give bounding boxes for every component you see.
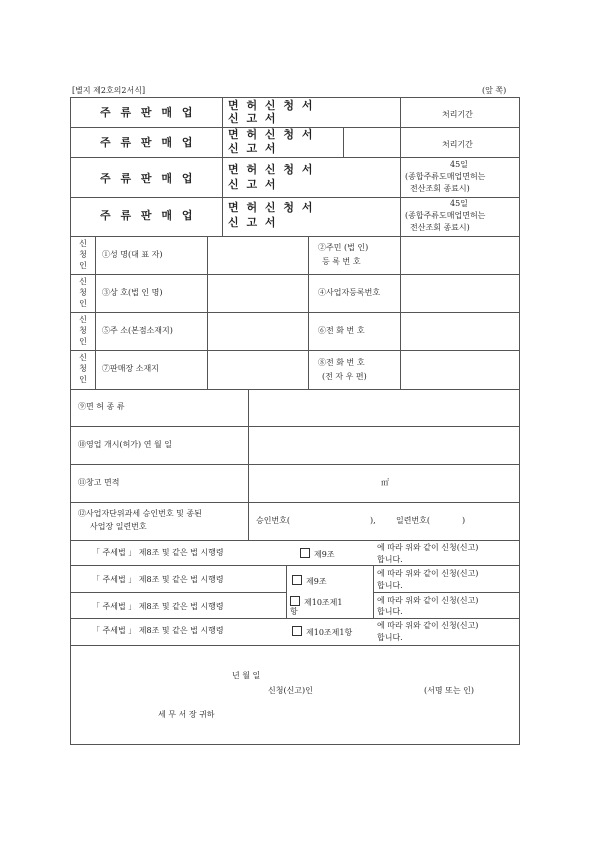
approval-number-close: ), — [370, 516, 376, 525]
store-location-field[interactable] — [208, 351, 307, 388]
area-unit: ㎡ — [381, 478, 389, 487]
business-registration-label: ④사업자등록번호 — [318, 288, 381, 297]
period-days: 45일 — [450, 199, 468, 208]
form-id: [별지 제2호의2서식] — [72, 86, 146, 95]
period-days: 45일 — [450, 160, 468, 169]
title-mid-line2: 신 고 서 — [228, 142, 278, 155]
title-mid-line1: 면 허 신 청 서 — [228, 99, 315, 112]
address-label: ⑤주 소(본점소재지) — [102, 326, 173, 335]
clause-suffix-line1: 에 따라 위와 같이 신청(신고) — [377, 596, 479, 605]
period-note-line1: (종합주류도매업면허는 — [405, 211, 486, 220]
resident-number-field[interactable] — [401, 237, 519, 273]
trade-name-field[interactable] — [208, 275, 307, 311]
resident-number-label-line1: ②주민 (법 인) — [318, 243, 369, 252]
law-reference: 「 주세법 」 제8조 및 같은 법 시행령 — [92, 575, 224, 584]
clause-suffix-line1: 에 따라 위와 같이 신청(신고) — [377, 621, 479, 630]
license-type-field[interactable] — [249, 390, 519, 426]
business-start-label: ⑩영업 개시(허가) 연 월 일 — [78, 440, 172, 449]
title-mid-line1: 면 허 신 청 서 — [228, 163, 315, 176]
article-option[interactable]: 제10조제1 — [290, 596, 342, 607]
applicant-label: 신 청 인 — [79, 239, 87, 270]
title-left: 주 류 판 매 업 — [100, 106, 196, 119]
processing-period: 처리기간 — [442, 140, 473, 149]
clause-suffix-line2: 합니다. — [377, 607, 403, 616]
store-location-label: ⑦판매장 소재지 — [102, 364, 159, 373]
article-option-wrap: 항 — [290, 607, 298, 616]
title-mid-line2: 신 고 서 — [228, 216, 278, 229]
period-note-line2: 전산조회 종료시) — [410, 223, 470, 232]
title-mid-line2: 신 고 서 — [228, 178, 278, 191]
applicant-signature-field[interactable] — [330, 682, 420, 698]
signature-hint: (서명 또는 인) — [424, 686, 474, 695]
store-phone-label-line2: (전 자 우 편) — [322, 372, 367, 381]
name-label: ①성 명(대 표 자) — [102, 250, 163, 259]
processing-period: 처리기간 — [442, 110, 473, 119]
page-side: (앞 쪽) — [482, 86, 507, 95]
checkbox-icon[interactable] — [300, 548, 310, 558]
clause-suffix-line2: 합니다. — [377, 555, 403, 564]
store-phone-label-line1: ⑧전 화 번 호 — [318, 358, 365, 367]
applicant-signature-label: 신청(신고)인 — [268, 686, 313, 695]
license-type-label: ⑨면 허 종 류 — [78, 402, 125, 411]
applicant-label: 신 청 인 — [79, 353, 87, 384]
phone-field[interactable] — [401, 313, 519, 349]
resident-number-label-line2: 등 록 번 호 — [322, 257, 361, 266]
approval-label-line2: 사업장 일련번호 — [90, 522, 147, 531]
title-mid-line1: 면 허 신 청 서 — [228, 128, 315, 141]
clause-suffix-line2: 합니다. — [377, 581, 403, 590]
business-start-field[interactable] — [249, 427, 519, 464]
business-registration-field[interactable] — [401, 275, 519, 311]
trade-name-label: ③상 호(법 인 명) — [102, 288, 163, 297]
period-note-line2: 전산조회 종료시) — [410, 184, 470, 193]
checkbox-icon[interactable] — [292, 626, 302, 636]
period-note-line1: (종합주류도매업면허는 — [405, 172, 486, 181]
applicant-label: 신 청 인 — [79, 315, 87, 346]
warehouse-area-label: ⑪창고 면적 — [78, 478, 120, 487]
approval-number-label: 승인번호( — [256, 516, 291, 525]
title-left: 주 류 판 매 업 — [100, 136, 196, 149]
store-phone-field[interactable] — [401, 351, 519, 388]
name-field[interactable] — [208, 237, 307, 273]
title-mid-line1: 면 허 신 청 서 — [228, 201, 315, 214]
law-reference: 「 주세법 」 제8조 및 같은 법 시행령 — [92, 602, 224, 611]
serial-number-field[interactable] — [437, 512, 461, 528]
article-option[interactable]: 제9조 — [292, 575, 327, 586]
address-field[interactable] — [208, 313, 307, 349]
checkbox-icon[interactable] — [290, 596, 300, 606]
recipient: 세 무 서 장 귀하 — [158, 710, 215, 719]
title-left: 주 류 판 매 업 — [100, 209, 196, 222]
checkbox-icon[interactable] — [292, 575, 302, 585]
approval-number-field[interactable] — [302, 512, 368, 528]
law-reference: 「 주세법 」 제8조 및 같은 법 시행령 — [92, 548, 224, 557]
clause-suffix-line1: 에 따라 위와 같이 신청(신고) — [377, 543, 479, 552]
law-reference: 「 주세법 」 제8조 및 같은 법 시행령 — [92, 626, 224, 635]
approval-label-line1: ⑫사업자단위과세 승인번호 및 종된 — [78, 509, 202, 518]
serial-number-label: 일련번호( — [396, 516, 431, 525]
signature-date: 년 월 일 — [232, 671, 261, 680]
clause-suffix-line2: 합니다. — [377, 633, 403, 642]
serial-number-close: ) — [462, 516, 466, 525]
article-option[interactable]: 제10조제1항 — [292, 626, 352, 637]
title-mid-line2: 신 고 서 — [228, 112, 278, 125]
phone-label: ⑥전 화 번 호 — [318, 326, 365, 335]
title-left: 주 류 판 매 업 — [100, 172, 196, 185]
article-option[interactable]: 제9조 — [300, 548, 335, 559]
applicant-label: 신 청 인 — [79, 277, 87, 308]
clause-suffix-line1: 에 따라 위와 같이 신청(신고) — [377, 569, 479, 578]
